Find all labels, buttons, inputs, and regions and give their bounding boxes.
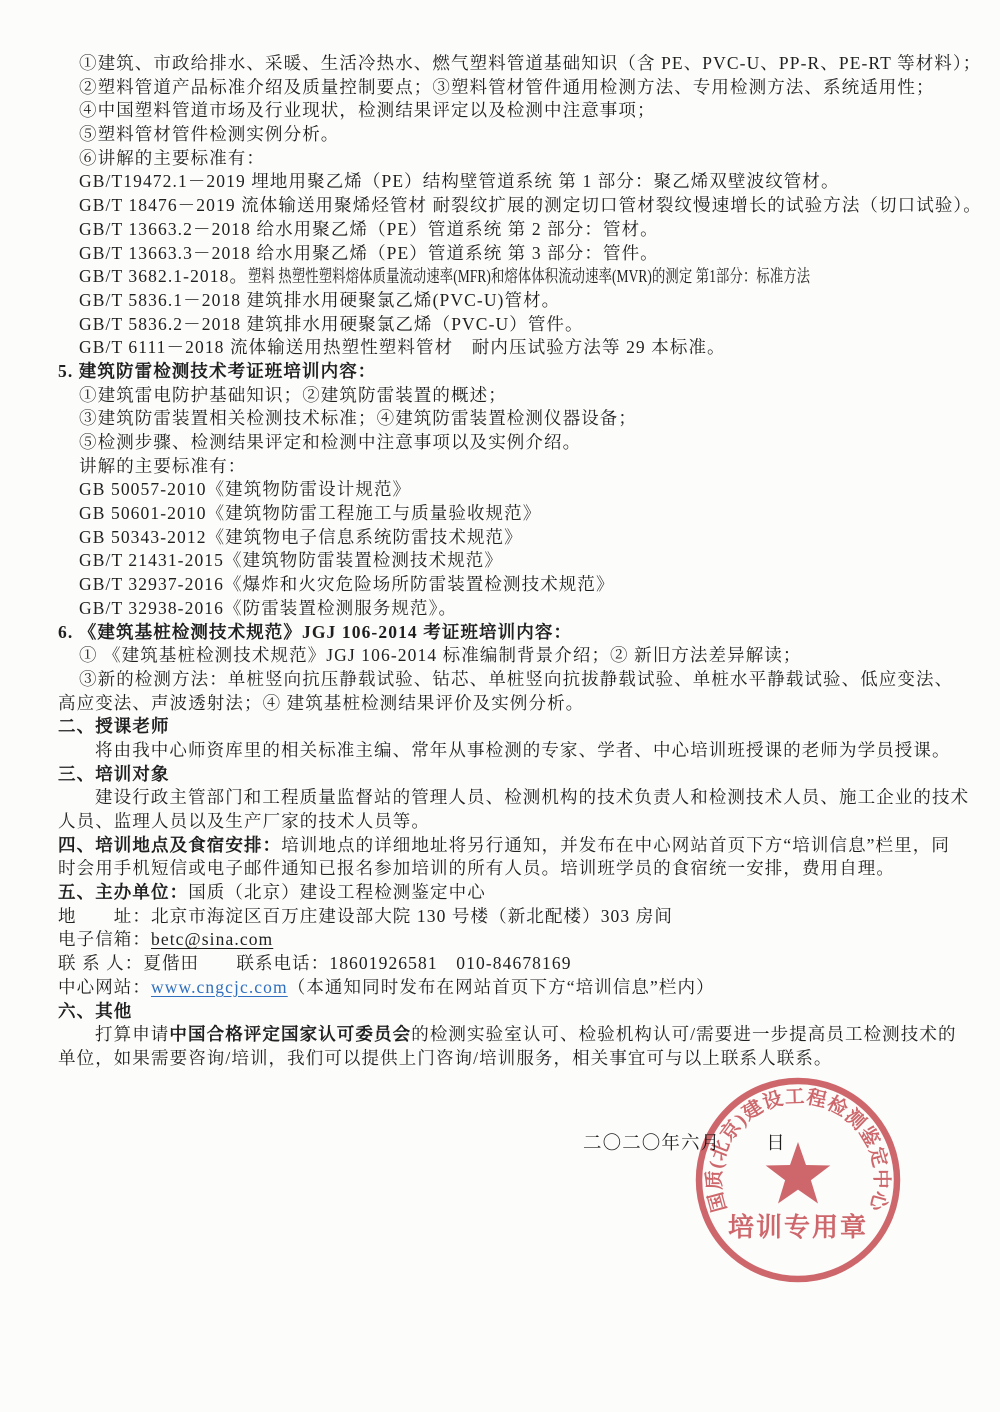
text-line bbox=[58, 52, 982, 76]
text-line bbox=[58, 455, 964, 479]
section-heading bbox=[58, 881, 964, 905]
text-segment: ⑥讲解的主要标准有： bbox=[79, 147, 265, 168]
text-segment: GB/T19472.1－2019 埋地用聚乙烯（PE）结构壁管道系统 第 1 部分：聚乙烯双壁波纹管材。 bbox=[79, 171, 840, 192]
section-heading bbox=[58, 360, 964, 384]
text-segment: ⑤检测步骤、检测结果评定和检测中注意事项以及实例介绍。 bbox=[79, 432, 582, 452]
text-line bbox=[58, 952, 964, 976]
text-line bbox=[58, 810, 964, 834]
text-line bbox=[58, 478, 964, 502]
text-segment: GB/T 21431-2015《建筑物防雷装置检测技术规范》 bbox=[79, 550, 503, 571]
text-segment: 四、培训地点及食宿安排： bbox=[58, 834, 282, 855]
text-segment: 6. 《建筑基桩检测技术规范》JGJ 106-2014 考证班培训内容： bbox=[58, 621, 573, 642]
text-segment: 讲解的主要标准有： bbox=[79, 455, 247, 476]
text-line bbox=[58, 313, 964, 337]
text-segment: 二、授课老师 bbox=[58, 716, 170, 737]
text-line bbox=[58, 336, 964, 360]
text-segment: 中国合格评定国家认可委员会 bbox=[169, 1024, 412, 1045]
text-line bbox=[58, 739, 964, 763]
text-line bbox=[58, 170, 964, 194]
text-line bbox=[58, 242, 964, 266]
text-line bbox=[58, 1023, 964, 1047]
text-line bbox=[58, 668, 964, 692]
text-line bbox=[58, 99, 964, 123]
text-segment: 人员、监理人员以及生产厂家的技术人员等。 bbox=[58, 811, 430, 831]
text-segment: ③建筑防雷装置相关检测技术标准；④建筑防雷装置检测仪器设备； bbox=[79, 408, 637, 429]
text-line bbox=[58, 384, 964, 408]
text-segment: 单位，如果需要咨询/培训，我们可以提供上门咨询/培训服务，相关事宜可与以上联系人联系。 bbox=[58, 1047, 833, 1068]
text-segment: GB/T 5836.1－2018 建筑排水用硬聚氯乙烯(PVC-U)管材。 bbox=[79, 289, 561, 310]
text-segment: GB/T 13663.3－2018 给水用聚乙烯（PE）管道系统 第 3 部分：管件。 bbox=[79, 242, 659, 263]
text-segment: 培训地点的详细地址将另行通知，并发布在中心网站首页下方“培训信息”栏里，同 bbox=[281, 834, 950, 855]
text-line bbox=[58, 76, 964, 100]
text-line bbox=[58, 928, 964, 952]
text-segment: ⑤塑料管材管件检测实例分析。 bbox=[79, 124, 340, 145]
text-line bbox=[58, 549, 964, 573]
text-line bbox=[58, 597, 964, 621]
text-line bbox=[58, 147, 964, 171]
text-segment: 建设行政主管部门和工程质量监督站的管理人员、检测机构的技术负责人和检测技术人员、施工企业的技术 bbox=[95, 787, 970, 808]
text-line bbox=[58, 905, 964, 929]
text-segment: GB/T 6111－2018 流体输送用热塑性塑料管材 耐内压试验方法等 29 本标准。 bbox=[79, 337, 726, 358]
text-segment: GB/T 3682.1-2018。 bbox=[79, 266, 249, 287]
text-segment: 5. 建筑防雷检测技术考证班培训内容： bbox=[58, 360, 377, 381]
section-heading bbox=[58, 1000, 964, 1024]
text-line bbox=[58, 644, 964, 668]
text-line bbox=[58, 431, 964, 455]
text-segment: GB 50343-2012《建筑物电子信息系统防雷技术规范》 bbox=[79, 526, 523, 547]
text-line bbox=[58, 265, 964, 289]
text-segment: 地 址：北京市海淀区百万庄建设部大院 130 号楼（新北配楼）303 房间 bbox=[58, 905, 673, 926]
text-segment: GB 50601-2010《建筑物防雷工程施工与质量验收规范》 bbox=[79, 503, 542, 524]
text-segment: ③新的检测方法：单桩竖向抗压静载试验、钻芯、单桩竖向抗拔静载试验、单桩水平静载试验、低应变法、 bbox=[79, 668, 954, 689]
text-segment: ①建筑、市政给排水、采暖、生活冷热水、燃气塑料管道基础知识（含 PE、PVC-U、PP-R、PE-RT 等材料）； bbox=[79, 53, 982, 73]
section-heading bbox=[58, 715, 964, 739]
text-line bbox=[58, 857, 964, 881]
text-segment: 联 系 人：夏偕田 联系电话：18601926581 010-84678169 bbox=[58, 953, 572, 974]
text-segment: 三、培训对象 bbox=[58, 763, 170, 784]
section-heading bbox=[58, 621, 964, 645]
text-segment: 日 bbox=[766, 1133, 786, 1154]
section-heading bbox=[58, 763, 964, 787]
seal-bottom-label: 培训专用章 bbox=[727, 1213, 869, 1242]
official-seal bbox=[680, 1062, 916, 1298]
text-line bbox=[58, 976, 964, 1000]
text-segment: ④中国塑料管道市场及行业现状，检测结果评定以及检测中注意事项； bbox=[79, 100, 656, 121]
text-segment: ②塑料管道产品标准介绍及质量控制要点；③塑料管材管件通用检测方法、专用检测方法、系统适用性； bbox=[79, 76, 935, 97]
text-segment: 国质（北京）建设工程检测鉴定中心 bbox=[188, 882, 486, 903]
website-link[interactable]: www.cngcjc.com bbox=[151, 976, 288, 997]
text-line bbox=[58, 526, 964, 550]
text-segment: ①建筑雷电防护基础知识；②建筑防雷装置的概述； bbox=[79, 384, 507, 405]
seal-ring-text: 国质(北京)建设工程检测鉴定中心 bbox=[704, 1086, 892, 1214]
star-icon bbox=[766, 1142, 831, 1204]
text-segment: 的检测实验室认可、检验机构认可/需要进一步提高员工检测技术的 bbox=[411, 1024, 957, 1045]
text-segment: 五、主办单位： bbox=[58, 882, 189, 903]
email-link[interactable]: betc@sina.com bbox=[151, 929, 274, 950]
text-segment: GB/T 13663.2－2018 给水用聚乙烯（PE）管道系统 第 2 部分：管材。 bbox=[79, 218, 659, 239]
text-segment: 六、其他 bbox=[58, 1000, 133, 1021]
text-segment: ① 《建筑基桩检测技术规范》JGJ 106-2014 标准编制背景介绍；② 新旧方法差异解读； bbox=[79, 645, 802, 666]
text-line bbox=[58, 218, 964, 242]
text-segment: 打算申请 bbox=[95, 1024, 170, 1045]
text-segment: 电子信箱： bbox=[58, 929, 151, 950]
text-segment: （本通知同时发布在网站首页下方“培训信息”栏内） bbox=[287, 976, 715, 997]
text-segment: 时会用手机短信或电子邮件通知已报名参加培训的所有人员。培训班学员的食宿统一安排，费用自理。 bbox=[58, 858, 895, 879]
text-line bbox=[58, 407, 964, 431]
text-segment: 二〇二〇年六月 bbox=[583, 1133, 721, 1154]
text-segment: 将由我中心师资库里的相关标准主编、常年从事检测的专家、学者、中心培训班授课的老师为学员授课。 bbox=[95, 739, 951, 760]
text-line bbox=[58, 502, 964, 526]
text-line bbox=[58, 786, 970, 810]
text-segment: GB/T 5836.2－2018 建筑排水用硬聚氯乙烯（PVC-U）管件。 bbox=[79, 313, 584, 334]
section-heading bbox=[58, 834, 964, 858]
text-segment: 中心网站： bbox=[58, 976, 151, 997]
text-segment: GB 50057-2010《建筑物防雷设计规范》 bbox=[79, 479, 412, 500]
text-line bbox=[58, 123, 964, 147]
text-segment: GB/T 18476－2019 流体输送用聚烯烃管材 耐裂纹扩展的测定切口管材裂纹慢速增长的试验方法（切口试验）。 bbox=[79, 195, 982, 216]
text-segment: 塑料 热塑性塑料熔体质量流动速率(MFR)和熔体体积流动速率(MVR)的测定 第1部分：标准方法 bbox=[248, 266, 811, 287]
text-segment: 高应变法、声波透射法；④ 建筑基桩检测结果评价及实例分析。 bbox=[58, 692, 585, 713]
text-line bbox=[58, 573, 964, 597]
text-line bbox=[58, 289, 964, 313]
text-line bbox=[58, 194, 982, 218]
text-line bbox=[58, 692, 964, 716]
text-segment: GB/T 32938-2016《防雷装置检测服务规范》。 bbox=[79, 597, 458, 618]
text-segment: GB/T 32937-2016《爆炸和火灾危险场所防雷装置检测技术规范》 bbox=[79, 574, 615, 595]
